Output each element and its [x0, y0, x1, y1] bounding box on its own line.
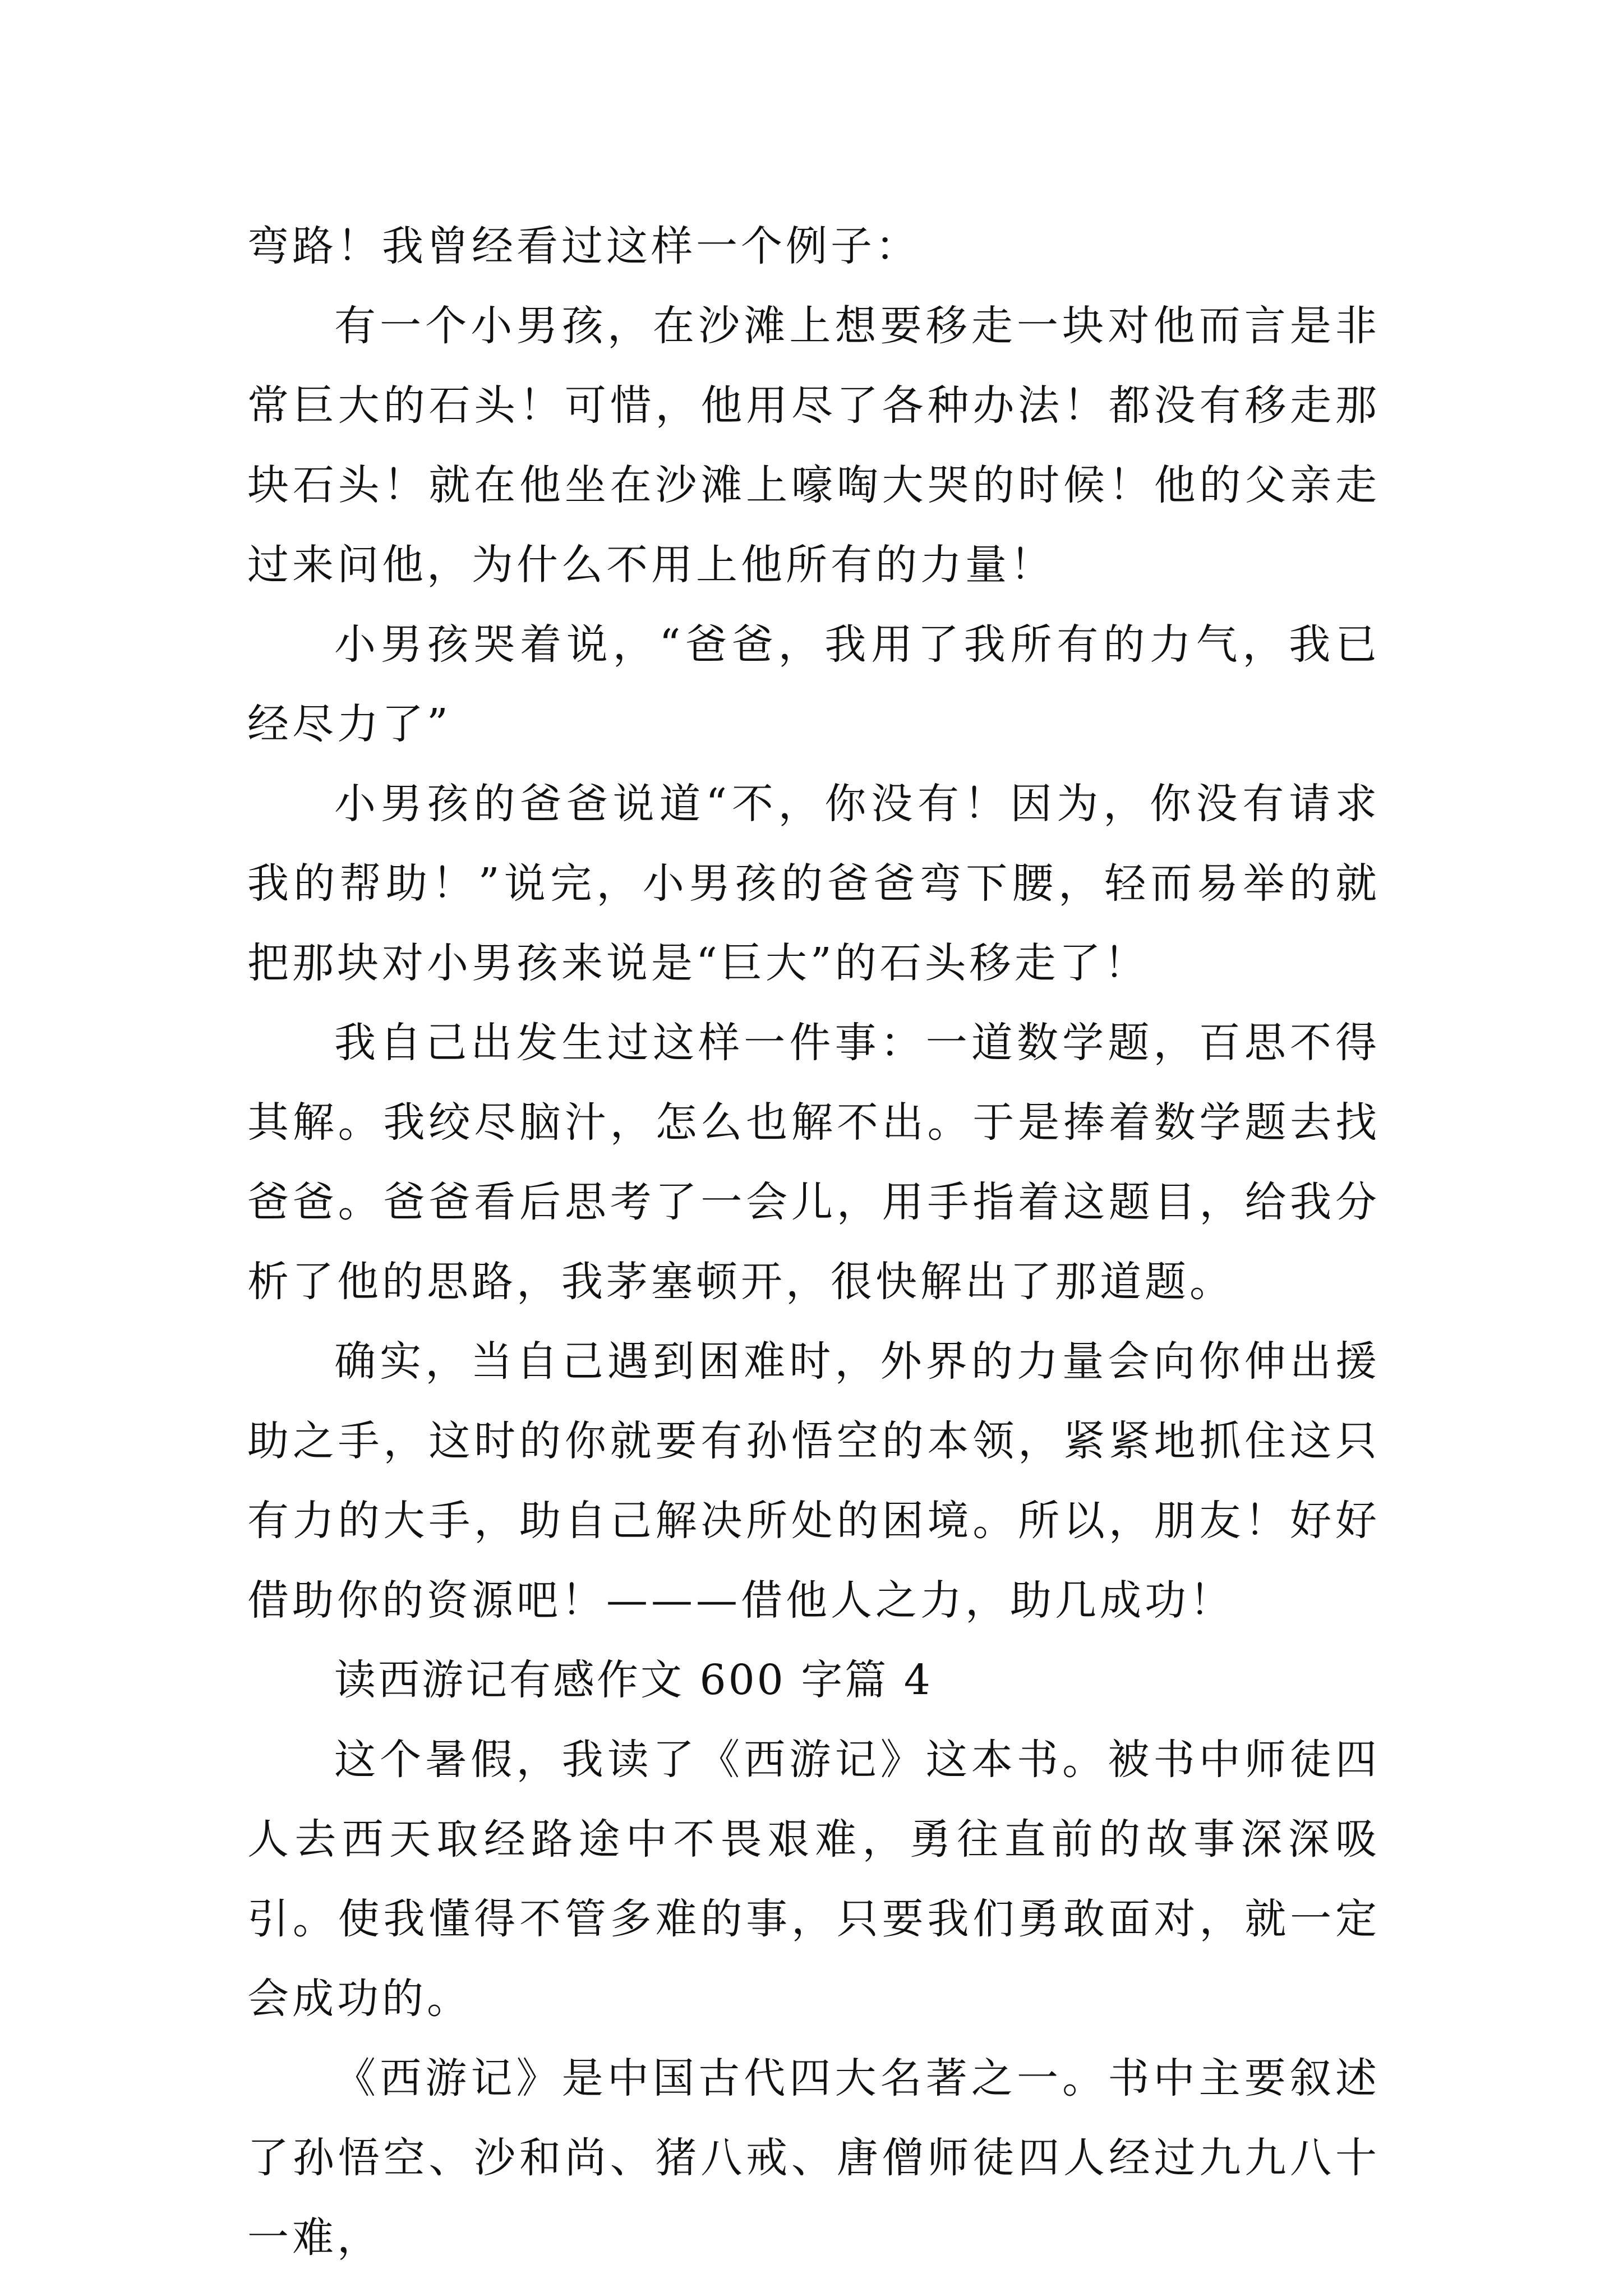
section-heading: 读西游记有感作文 600 字篇 4 — [334, 1656, 933, 1704]
paragraph-intro: 弯路！我曾经看过这样一个例子： — [247, 222, 920, 270]
paragraph-summer-reading: 这个暑假，我读了《西游记》这本书。被书中师徒四人去西天取经路途中不畏艰难，勇往直前的故事深深吸引。使我懂得不管多难的事，只要我们勇敢面对，就一定会成功的。 — [247, 1736, 1380, 2023]
paragraph-math-problem: 我自己出发生过这样一件事：一道数学题，百思不得其解。我绞尽脑汁，怎么也解不出。于是捧着数学题去找爸爸。爸爸看后思考了一会儿，用手指着这题目，给我分析了他的思路，我茅塞顿开，很快解出了那道题。 — [247, 1019, 1380, 1306]
paragraph-boy-reply: 小男孩哭着说，“爸爸，我用了我所有的力气，我已经尽力了” — [247, 620, 1380, 748]
paragraph-conclusion: 确实，当自己遇到困难时，外界的力量会向你伸出援助之手，这时的你就要有孙悟空的本领，紧紧地抓住这只有力的大手，助自己解决所处的困境。所以，朋友！好好借助你的资源吧！———借他人之力，助几成功！ — [247, 1337, 1380, 1625]
paragraph-classic-novel: 《西游记》是中国古代四大名著之一。书中主要叙述了孙悟空、沙和尚、猪八戒、唐僧师徒四人经过九九八十一难， — [247, 2054, 1380, 2262]
paragraph-father-reply: 小男孩的爸爸说道“不，你没有！因为，你没有请求我的帮助！”说完，小男孩的爸爸弯下腰，轻而易举的就把那块对小男孩来说是“巨大”的石头移走了！ — [247, 780, 1380, 987]
document-body — [247, 206, 1380, 2277]
paragraph-boy-story: 有一个小男孩，在沙滩上想要移走一块对他而言是非常巨大的石头！可惜，他用尽了各种办法！都没有移走那块石头！就在他坐在沙滩上嚎啕大哭的时候！他的父亲走过来问他，为什么不用上他所有的力量！ — [247, 302, 1380, 589]
